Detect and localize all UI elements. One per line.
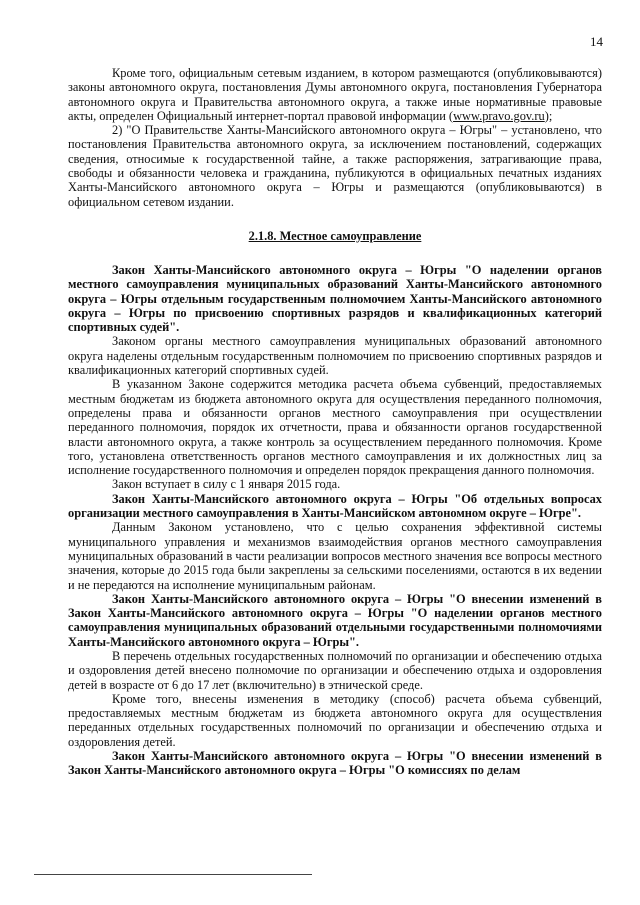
law-title-paragraph: Закон Ханты-Мансийского автономного округа – Югры "Об отдельных вопросах организации местного самоуправления в Ханты-Мансийском автономном округе – Югре". <box>68 491 602 521</box>
law-title-paragraph: Закон Ханты-Мансийского автономного округа – Югры "О внесении изменений в Закон Ханты-Мансийского автономного округа – Югры "О наделении органов местного самоуправления муниципальных образований отдельными государственными полномочиями Ханты-Мансийского автономного округа – Югры". <box>68 591 602 649</box>
body-paragraph: В перечень отдельных государственных полномочий по организации и обеспечению отдыха и оздоровления детей внесено полномочие по организации и обеспечению отдыха и оздоровления детей в возрасте от 6 до 17 лет (включительно) в этнической среде. <box>68 648 602 692</box>
body-paragraph: В указанном Законе содержится методика расчета объема субвенций, предоставляемых местным бюджетам из бюджета автономного округа для осуществления переданного полномочия, определены права и обязанности органов местного самоуправления при осуществлении переданного полномочия, порядок их отчетности, права и обязанности органов государственной власти автономного округа, а также контроль за осуществлением переданного полномочия. Кроме того, установлена ответственность органов местного самоуправления и их должностных лиц за исполнение государственного полномочия и определен порядок прекращения данного полномочия. <box>68 377 602 478</box>
body-paragraph: Законом органы местного самоуправления муниципальных образований автономного округа наделены отдельным государственным полномочием по присвоению спортивных разрядов и квалификационных категорий спортивных судей. <box>68 334 602 378</box>
page-number: 14 <box>590 34 603 49</box>
body-paragraph: Данным Законом установлено, что с целью сохранения эффективной системы муниципального управления и механизмов взаимодействия органов местного самоуправления муниципальных образований в части реализации вопросов местного значения все вопросы местного значения, которые до 2015 года были закреплены за сельскими поселениями, остаются в их ведении и не передаются на исполнение муниципальным районам. <box>68 520 602 592</box>
pravo-portal-link[interactable]: www.pravo.gov.ru <box>453 108 545 123</box>
body-paragraph: Кроме того, внесены изменения в методику (способ) расчета объема субвенций, предоставляемых местным бюджетам из бюджета автономного округа для осуществления переданных отдельных государственных полномочий по организации и обеспечению отдыха и оздоровления детей. <box>68 691 602 749</box>
intro-text-after-link: ); <box>544 108 553 123</box>
intro-text-before-link: Кроме того, официальным сетевым изданием, в котором размещаются (опубликовываются) законы автономного округа, постановления Думы автономного округа, постановления Губернатора автономного округа и Правительства автономного округа, а также иные нормативные правовые акты, определен Официальный интернет-портал правовой информации ( <box>68 66 602 123</box>
section-paragraphs <box>68 263 602 778</box>
law-title-paragraph: Закон Ханты-Мансийского автономного округа – Югры "О наделении органов местного самоуправления муниципальных образований Ханты-Мансийского автономного округа – Югры отдельным государственным полномочием Ханты-Мансийского автономного округа – Югры по присвоению спортивных разрядов и квалификационных категорий спортивных судей". <box>68 262 602 335</box>
intro-paragraph-1 <box>68 66 602 123</box>
section-heading <box>68 229 602 244</box>
intro-paragraph-2: 2) "О Правительстве Ханты-Мансийского автономного округа – Югры" – установлено, что постановления Правительства автономного округа, за исключением постановлений, содержащих сведения, относимые к государственной тайне, а также распоряжения, затрагивающие права, свободы и обязанности человека и гражданина, публикуются в официальных печатных изданиях Ханты-Мансийского автономного округа – Югры и размещаются (опубликовываются) в официальном сетевом издании. <box>68 123 602 209</box>
section-heading-text: 2.1.8. Местное самоуправление <box>248 228 422 243</box>
document-body <box>68 66 602 778</box>
law-title-paragraph: Закон Ханты-Мансийского автономного округа – Югры "О внесении изменений в Закон Ханты-Мансийского автономного округа – Югры "О комиссиях по делам <box>68 749 602 778</box>
body-paragraph: Закон вступает в силу с 1 января 2015 года. <box>112 477 341 492</box>
footnote-separator <box>34 874 312 875</box>
